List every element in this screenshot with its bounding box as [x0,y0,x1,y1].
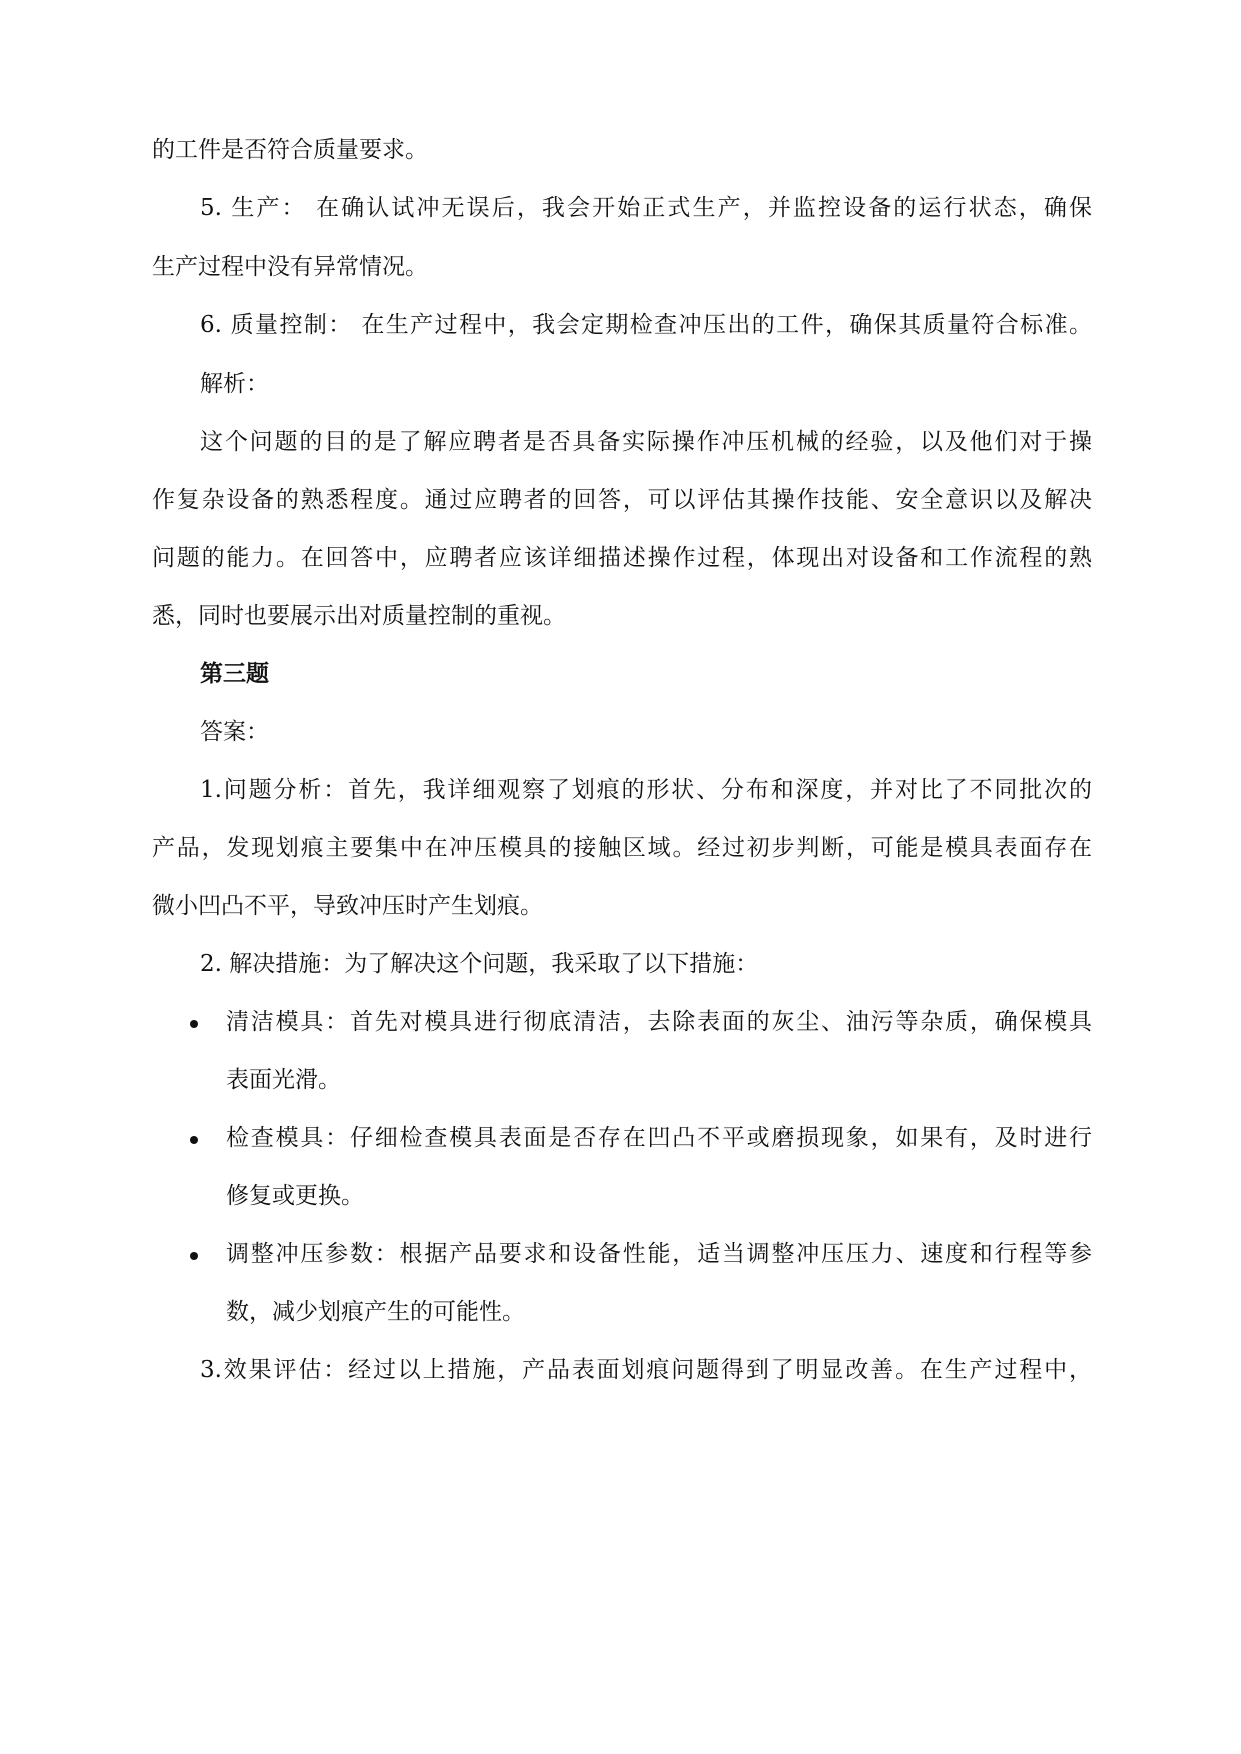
paragraph-line: 悉，同时也要展示出对质量控制的重视。 [152,603,566,629]
paragraph-line: 这个问题的目的是了解应聘者是否具备实际操作冲压机械的经验，以及他们对于操 [200,429,1092,455]
bullet-icon [190,1020,198,1028]
list-item: 调整冲压参数：根据产品要求和设备性能，适当调整冲压压力、速度和行程等参 [226,1241,1092,1267]
paragraph-line: 微小凹凸不平，导致冲压时产生划痕。 [152,893,543,919]
paragraph-line: 6. 质量控制： 在生产过程中，我会定期检查冲压出的工件，确保其质量符合标准。 [200,312,1092,338]
paragraph-line: 2. 解决措施：为了解决这个问题，我采取了以下措施： [200,951,759,977]
list-item-continuation: 修复或更换。 [226,1183,364,1209]
paragraph-line: 5. 生产： 在确认试冲无误后，我会开始正式生产，并监控设备的运行状态，确保 [200,195,1092,221]
paragraph-line: 作复杂设备的熟悉程度。通过应聘者的回答，可以评估其操作技能、安全意识以及解决 [152,487,1092,513]
section-label: 答案： [200,719,269,745]
list-item-continuation: 数，减少划痕产生的可能性。 [226,1299,525,1325]
paragraph-line: 1.问题分析：首先，我详细观察了划痕的形状、分布和深度，并对比了不同批次的 [200,777,1092,803]
list-item: 清洁模具：首先对模具进行彻底清洁，去除表面的灰尘、油污等杂质，确保模具 [226,1009,1092,1035]
list-item-continuation: 表面光滑。 [226,1067,341,1093]
bullet-icon [190,1252,198,1260]
paragraph-line: 的工件是否符合质量要求。 [152,137,428,163]
paragraph-line: 生产过程中没有异常情况。 [152,254,428,280]
paragraph-line: 产品，发现划痕主要集中在冲压模具的接触区域。经过初步判断，可能是模具表面存在 [152,835,1092,861]
paragraph-line: 问题的能力。在回答中，应聘者应该详细描述操作过程，体现出对设备和工作流程的熟 [152,545,1092,571]
section-heading: 第三题 [200,661,269,687]
list-item: 检查模具：仔细检查模具表面是否存在凹凸不平或磨损现象，如果有，及时进行 [226,1125,1092,1151]
bullet-icon [190,1136,198,1144]
section-label: 解析： [200,371,269,397]
paragraph-line: 3.效果评估：经过以上措施，产品表面划痕问题得到了明显改善。在生产过程中， [200,1357,1092,1383]
